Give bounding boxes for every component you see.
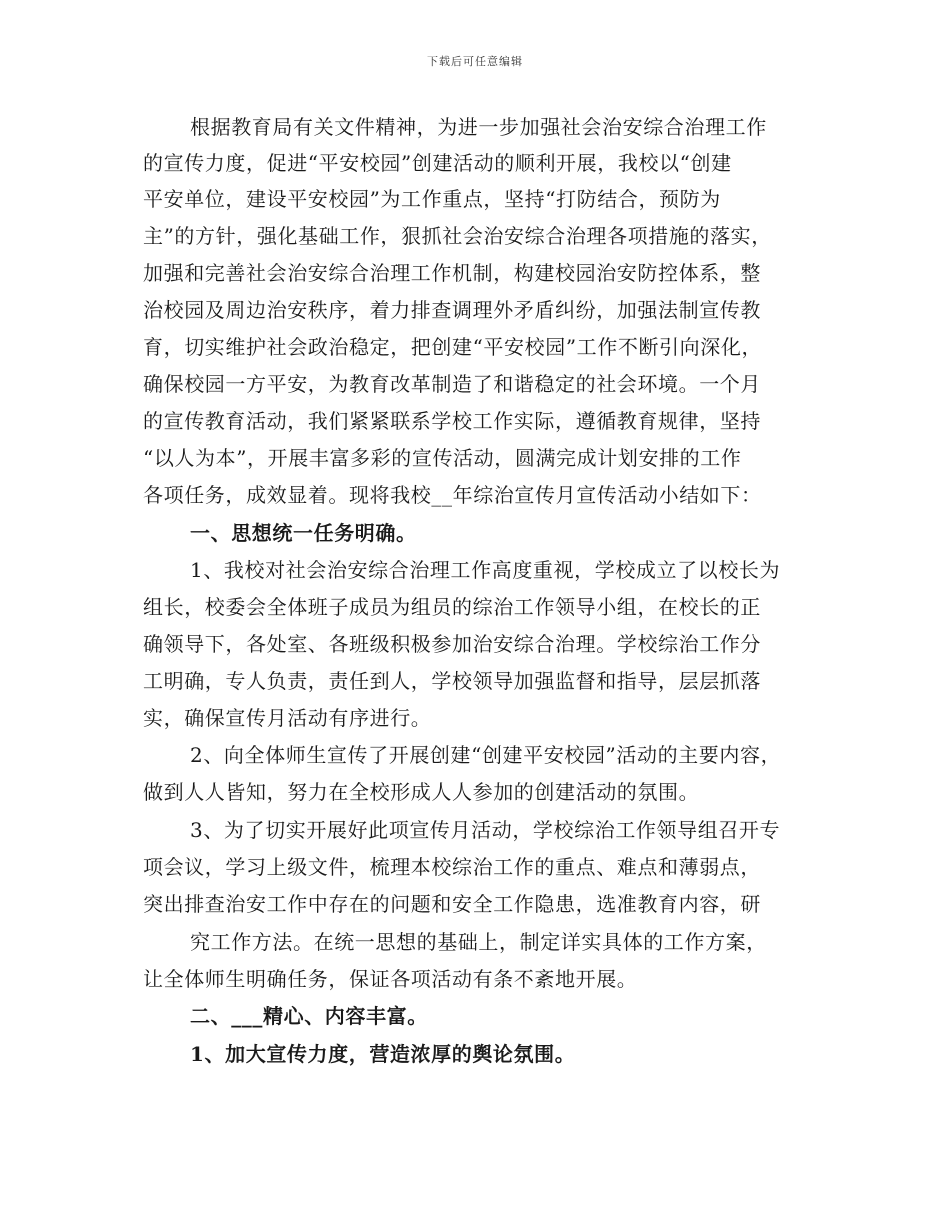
subsection-heading: 1、加大宣传力度，营造浓厚的舆论氛围。 [190, 1042, 576, 1066]
section-heading: 二、___精心、内容丰富。 [190, 1004, 428, 1028]
paragraph-line: 育，切实维护社会政治稳定，把创建“平安校园”工作不断引向深化， [143, 335, 763, 359]
paragraph-line: 确保校园一方平安，为教育改革制造了和谐稳定的社会环境。一个月 [143, 372, 761, 396]
paragraph-line: 各项任务，成效显着。现将我校__年综治宣传月宣传活动小结如下： [143, 483, 762, 507]
paragraph-line: 实，确保宣传月活动有序进行。 [143, 706, 432, 730]
paragraph-line: 2、向全体师生宣传了开展创建“创建平安校园”活动的主要内容， [190, 743, 782, 767]
paragraph-line: 工明确，专人负责，责任到人，学校领导加强监督和指导，层层抓落 [143, 669, 761, 693]
paragraph-line: 的宣传教育活动，我们紧紧联系学校工作实际，遵循教育规律，坚持 [143, 409, 761, 433]
paragraph-line: 确领导下，各处室、各班级积极参加治安综合治理。学校综治工作分 [143, 632, 761, 656]
section-heading: 一、思想统一任务明确。 [190, 521, 417, 545]
paragraph-line: 组长，校委会全体班子成员为组员的综治工作领导小组，在校长的正 [143, 595, 761, 619]
paragraph-line: 治校园及周边治安秩序，着力排查调理外矛盾纠纷，加强法制宣传教 [143, 298, 761, 322]
paragraph-line: “以人为本”，开展丰富多彩的宣传活动，圆满完成计划安排的工作 [143, 446, 742, 470]
paragraph-line: 主”的方针，强化基础工作，狠抓社会治安综合治理各项措施的落实， [143, 224, 772, 248]
paragraph-line: 加强和完善社会治安综合治理工作机制，构建校园治安防控体系，整 [143, 261, 761, 285]
paragraph-line: 项会议，学习上级文件，梳理本校综治工作的重点、难点和薄弱点， [143, 855, 761, 879]
paragraph-line: 平安单位，建设平安校园”为工作重点，坚持“打防结合，预防为 [143, 187, 721, 211]
paragraph-line: 突出排查治安工作中存在的问题和安全工作隐患，选准教育内容，研 [143, 892, 761, 916]
paragraph-line: 1、我校对社会治安综合治理工作高度重视，学校成立了以校长为 [190, 558, 781, 582]
page-header-note: 下载后可任意编辑 [427, 55, 523, 68]
paragraph-line: 究工作方法。在统一思想的基础上，制定详实具体的工作方案， [190, 930, 767, 954]
paragraph-line: 让全体师生明确任务，保证各项活动有条不紊地开展。 [143, 967, 638, 991]
paragraph-line: 3、为了切实开展好此项宣传月活动，学校综治工作领导组召开专 [190, 818, 781, 842]
paragraph-line: 的宣传力度，促进“平安校园”创建活动的顺利开展，我校以“创建 [143, 151, 732, 175]
paragraph-line: 根据教育局有关文件精神，为进一步加强社会治安综合治理工作 [190, 115, 767, 139]
paragraph-line: 做到人人皆知，努力在全校形成人人参加的创建活动的氛围。 [143, 780, 700, 804]
